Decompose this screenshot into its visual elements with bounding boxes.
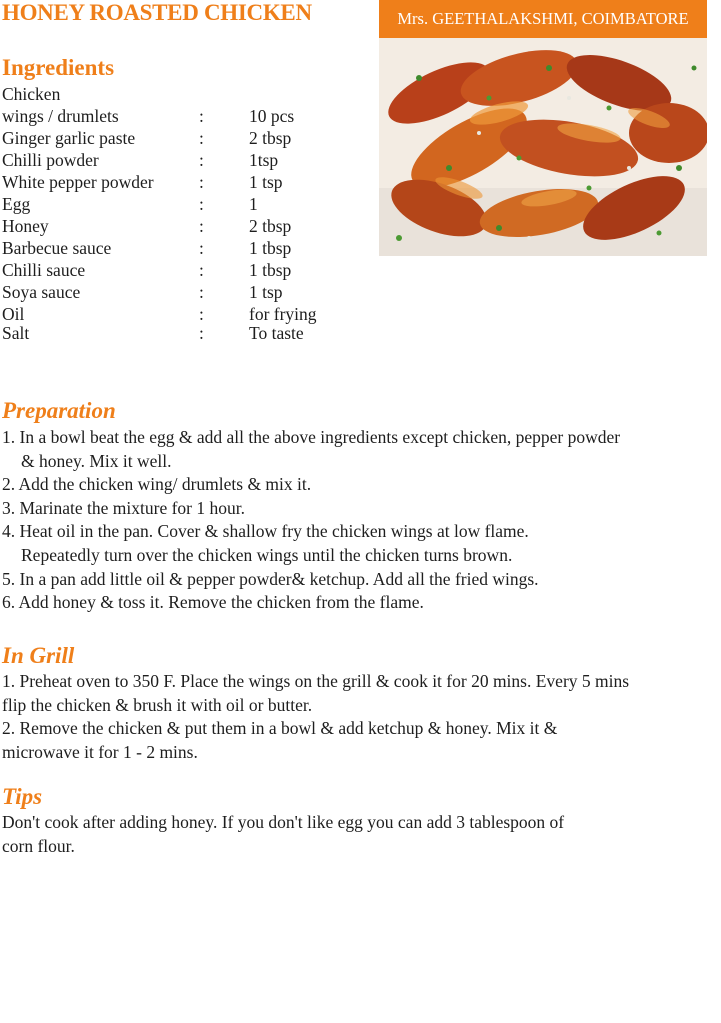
- ingredient-name: Oil: [2, 304, 25, 324]
- ingredient-row: [0, 215, 360, 237]
- tips-text: [2, 811, 714, 858]
- preparation-step: 1. In a bowl beat the egg & add all the above ingredients except chicken, pepper powder: [2, 427, 621, 447]
- ingredient-name: Barbecue sauce: [2, 238, 112, 258]
- author-name: Mrs. GEETHALAKSHMI, COIMBATORE: [397, 9, 689, 28]
- ingredient-quantity: 1 tsp: [249, 172, 283, 192]
- ingredient-quantity: 1: [249, 194, 258, 214]
- grill-line: microwave it for 1 - 2 mins.: [2, 741, 198, 762]
- ingredients-heading: Ingredients: [2, 55, 115, 80]
- ingredient-row: [0, 237, 360, 259]
- preparation-step: 6. Add honey & toss it. Remove the chicken from the flame.: [2, 592, 424, 613]
- ingredient-colon: :: [199, 216, 204, 236]
- grill-instructions: [2, 670, 714, 764]
- ingredient-name: Chilli sauce: [2, 260, 86, 280]
- ingredient-name: Chilli powder: [2, 150, 99, 170]
- ingredient-name: wings / drumlets: [2, 106, 119, 126]
- ingredient-colon: :: [199, 304, 204, 324]
- ingredient-quantity: for frying: [249, 304, 317, 324]
- ingredient-colon: :: [199, 128, 204, 148]
- ingredient-name: Egg: [2, 194, 31, 214]
- preparation-heading: Preparation: [2, 398, 116, 423]
- grill-heading: In Grill: [2, 643, 75, 668]
- grill-line: flip the chicken & brush it with oil or butter.: [2, 694, 313, 715]
- ingredient-colon: :: [199, 260, 204, 280]
- preparation-step: 2. Add the chicken wing/ drumlets & mix it.: [2, 474, 312, 495]
- ingredient-row: [0, 322, 360, 344]
- ingredient-quantity: 2 tbsp: [249, 128, 292, 148]
- ingredient-quantity: 1 tsp: [249, 282, 283, 302]
- ingredient-quantity: 1tsp: [249, 150, 279, 170]
- author-banner: [379, 0, 707, 38]
- ingredient-name: Ginger garlic paste: [2, 128, 136, 148]
- ingredient-quantity: 10 pcs: [249, 106, 295, 126]
- preparation-step-continuation: & honey. Mix it well.: [21, 450, 172, 471]
- ingredient-row: [0, 259, 360, 281]
- ingredient-name: White pepper powder: [2, 172, 154, 192]
- ingredient-row: [0, 105, 360, 127]
- ingredient-quantity: 1 tbsp: [249, 260, 292, 280]
- ingredient-row: [0, 127, 360, 149]
- tips-heading: Tips: [2, 784, 43, 809]
- ingredient-colon: :: [199, 172, 204, 192]
- ingredient-quantity: 1 tbsp: [249, 238, 292, 258]
- ingredient-row: [0, 149, 360, 171]
- ingredient-colon: :: [199, 106, 204, 126]
- preparation-step: 5. In a pan add little oil & pepper powder& ketchup. Add all the fried wings.: [2, 568, 539, 589]
- ingredient-colon: :: [199, 194, 204, 214]
- ingredient-row: [0, 281, 360, 303]
- preparation-step: 3. Marinate the mixture for 1 hour.: [2, 497, 245, 518]
- recipe-title: HONEY ROASTED CHICKEN: [2, 0, 312, 25]
- ingredient-row: [0, 171, 360, 193]
- ingredient-colon: :: [199, 150, 204, 170]
- ingredient-name: Honey: [2, 216, 49, 236]
- chicken-wings-photo: [379, 38, 707, 256]
- ingredient-row: [0, 193, 360, 215]
- ingredient-colon: :: [199, 238, 204, 258]
- preparation-step-continuation: Repeatedly turn over the chicken wings until the chicken turns brown.: [21, 544, 513, 565]
- preparation-step: 4. Heat oil in the pan. Cover & shallow fry the chicken wings at low flame.: [2, 521, 529, 542]
- ingredient-name: Soya sauce: [2, 282, 81, 302]
- ingredient-label-chicken: Chicken: [2, 84, 61, 104]
- ingredient-quantity: 2 tbsp: [249, 216, 292, 236]
- grill-line: 1. Preheat oven to 350 F. Place the wings on the grill & cook it for 20 mins. Every 5 mins: [2, 671, 630, 691]
- tips-line: corn flour.: [2, 835, 75, 856]
- ingredient-quantity: To taste: [249, 323, 304, 343]
- ingredient-name: Salt: [2, 323, 30, 343]
- preparation-steps: [2, 426, 714, 615]
- ingredient-colon: :: [199, 323, 204, 343]
- grill-line: 2. Remove the chicken & put them in a bowl & add ketchup & honey. Mix it &: [2, 718, 558, 739]
- ingredient-colon: :: [199, 282, 204, 302]
- tips-line: Don't cook after adding honey. If you don't like egg you can add 3 tablespoon of: [2, 812, 565, 832]
